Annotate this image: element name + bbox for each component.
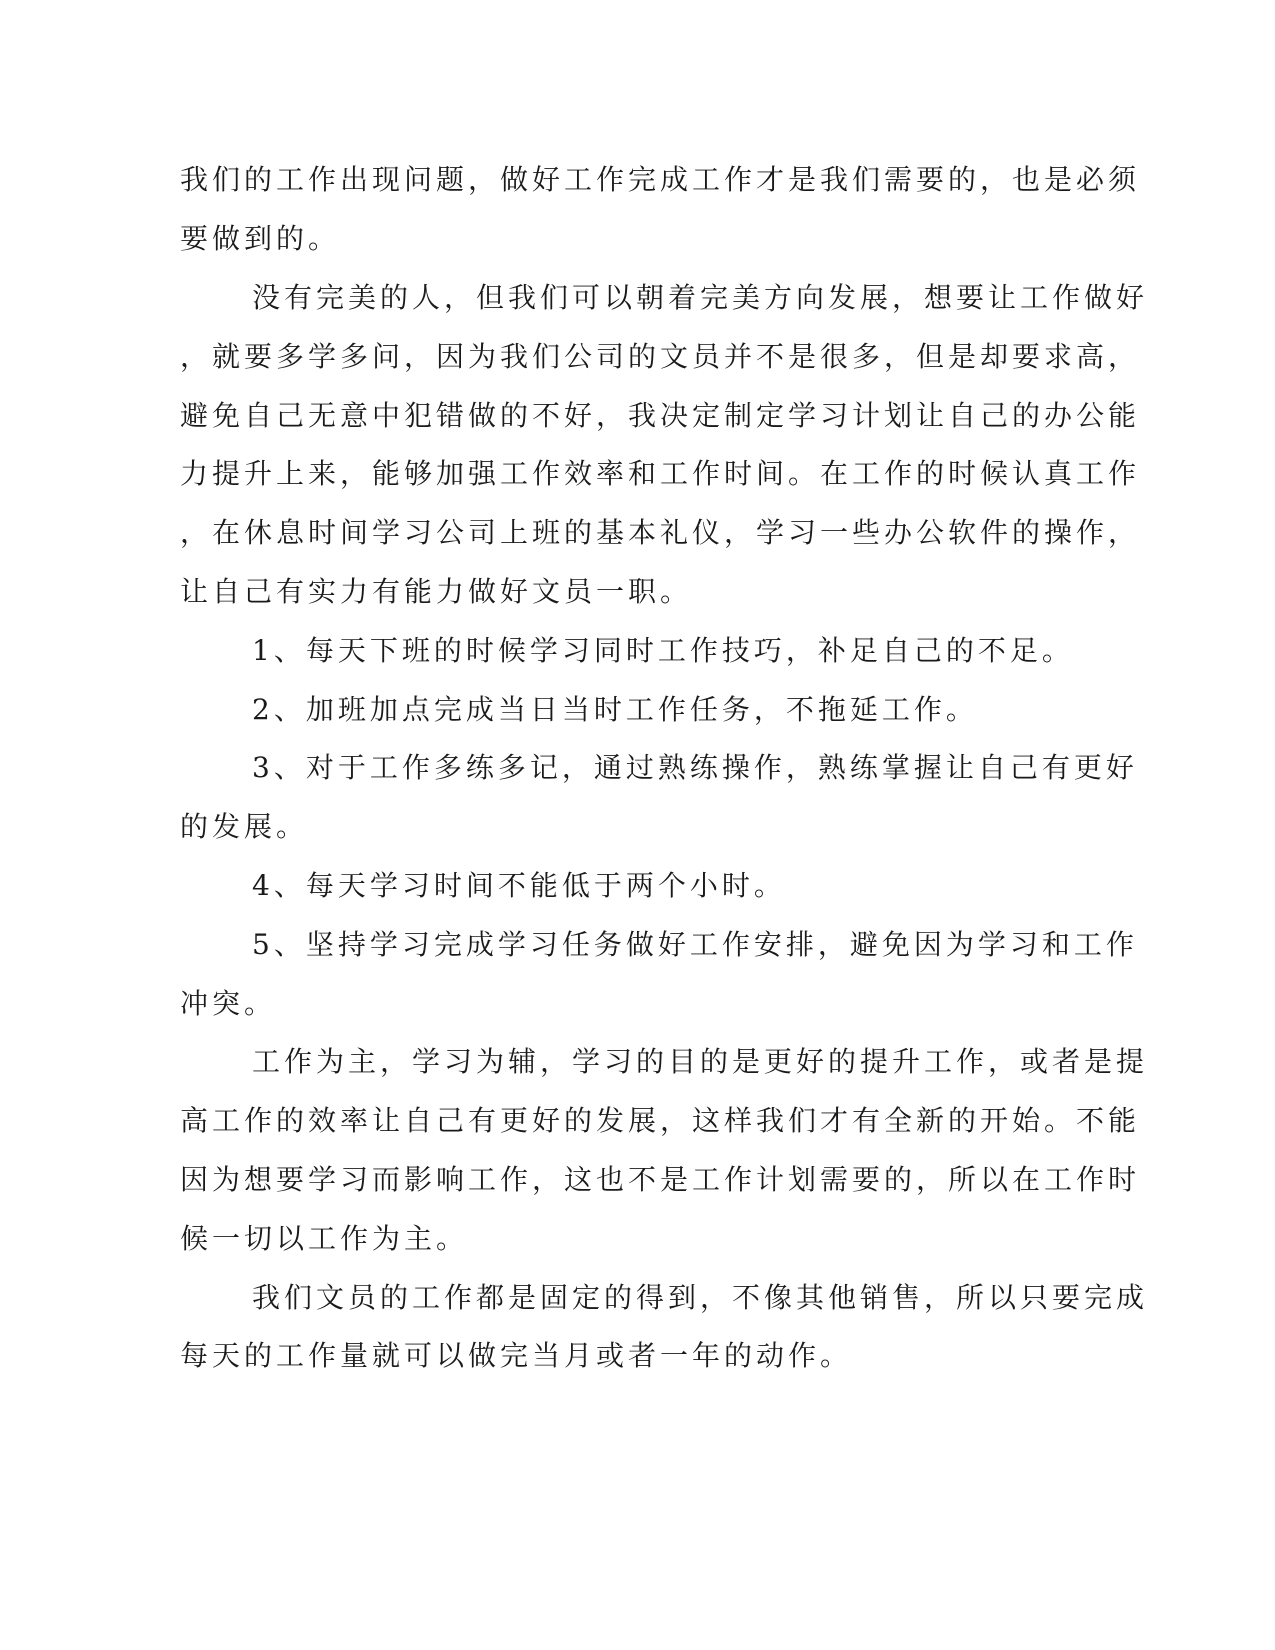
list-item: 5、坚持学习完成学习任务做好工作安排，避免因为学习和工作 [252,928,1138,961]
list-item: 2、加班加点完成当日当时工作任务，不拖延工作。 [252,693,978,726]
text-line: 让自己有实力有能力做好文员一职。 [180,575,693,608]
list-item: 1、每天下班的时候学习同时工作技巧，补足自己的不足。 [252,634,1074,667]
paragraph-first-line: 没有完美的人，但我们可以朝着完美方向发展，想要让工作做好 [252,281,1149,314]
text-line: 高工作的效率让自己有更好的发展，这样我们才有全新的开始。不能 [180,1104,1141,1137]
paragraph-first-line: 工作为主，学习为辅，学习的目的是更好的提升工作，或者是提 [252,1045,1149,1078]
text-line: 要做到的。 [180,222,341,255]
list-item: 3、对于工作多练多记，通过熟练操作，熟练掌握让自己有更好 [252,751,1138,784]
text-line: 冲突。 [180,987,277,1020]
text-line: 我们的工作出现问题，做好工作完成工作才是我们需要的，也是必须 [180,163,1141,196]
text-line: 的发展。 [180,810,309,843]
text-line: 每天的工作量就可以做完当月或者一年的动作。 [180,1339,853,1372]
text-line: 因为想要学习而影响工作，这也不是工作计划需要的，所以在工作时 [180,1163,1141,1196]
list-item: 4、每天学习时间不能低于两个小时。 [252,869,786,902]
text-line: ，在休息时间学习公司上班的基本礼仪，学习一些办公软件的操作， [180,516,1141,549]
text-line: 候一切以工作为主。 [180,1222,469,1255]
paragraph-first-line: 我们文员的工作都是固定的得到，不像其他销售，所以只要完成 [252,1281,1149,1314]
text-line: ，就要多学多问，因为我们公司的文员并不是很多，但是却要求高， [180,340,1141,373]
text-line: 避免自己无意中犯错做的不好，我决定制定学习计划让自己的办公能 [180,399,1141,432]
text-line: 力提升上来，能够加强工作效率和工作时间。在工作的时候认真工作 [180,457,1141,490]
